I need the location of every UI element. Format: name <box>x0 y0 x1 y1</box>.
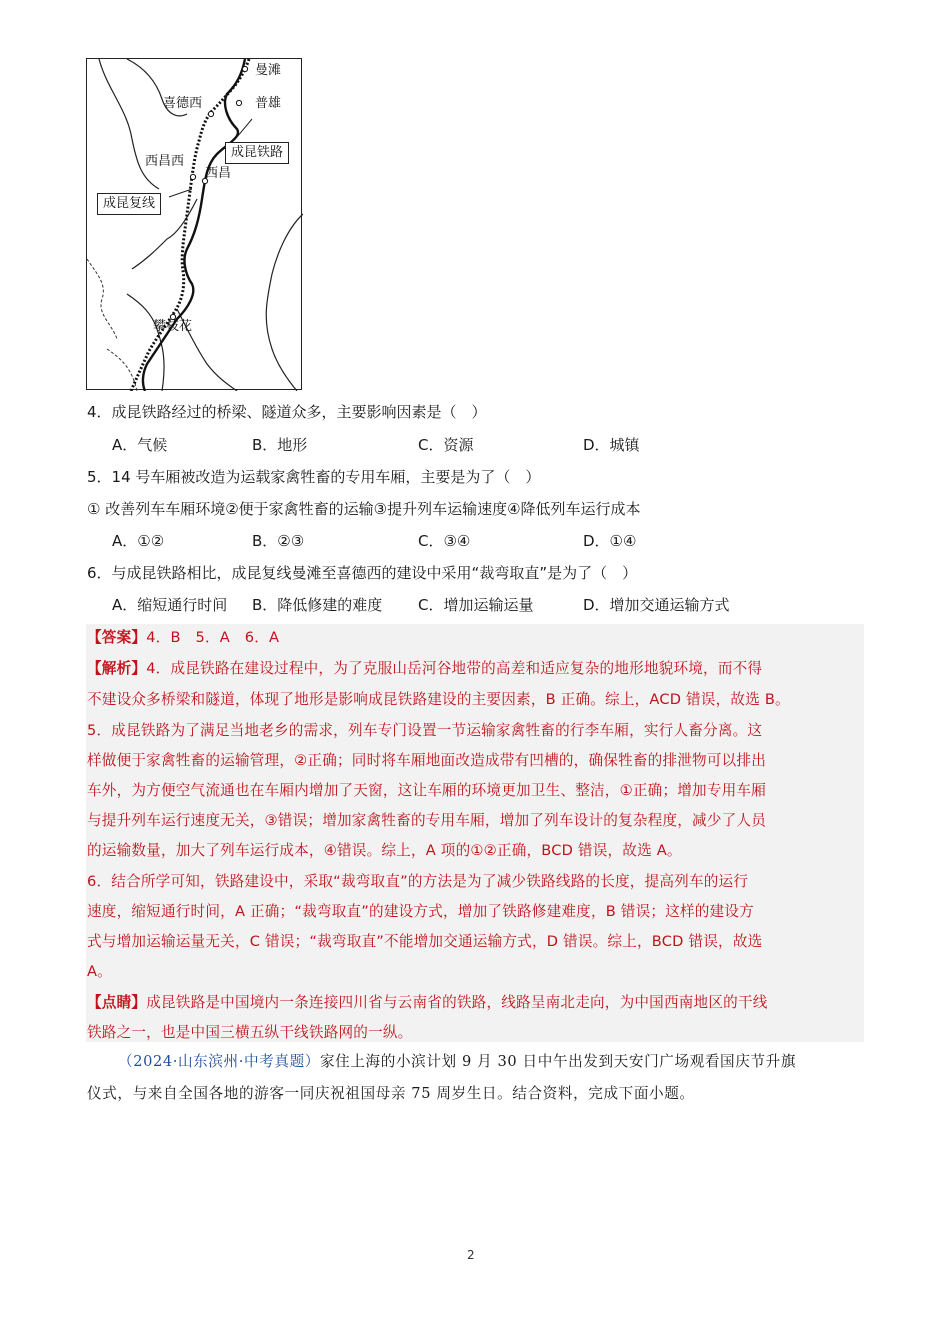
analysis-q5-line-4: 与提升列车运行速度无关，③错误；增加家禽牲畜的专用车厢，增加了列车设计的复杂程度，减少了人员 <box>87 812 767 829</box>
map-label-mantan: 曼滩 <box>255 63 282 78</box>
leader-line-chengkun <box>237 119 252 137</box>
q5-option-c: C．③④ <box>418 532 471 550</box>
map-box-chengkun-fuxian: 成昆复线 <box>97 193 161 215</box>
comment-tag: 【点睛】 <box>87 994 147 1011</box>
question-5-statements: ① 改善列车车厢环境②便于家禽牲畜的运输③提升列车运输速度④降低列车运行成本 <box>87 500 641 518</box>
question-6-stem: 6．与成昆铁路相比，成昆复线曼滩至喜德西的建设中采用“裁弯取直”是为了（ ） <box>87 564 638 582</box>
map-label-xichang: 西昌 <box>205 166 232 181</box>
river-line-right <box>266 214 303 391</box>
question-4-stem: 4．成昆铁路经过的桥梁、隧道众多，主要影响因素是（ ） <box>87 403 487 421</box>
q4-option-a: A．气候 <box>112 436 168 454</box>
border-dashed-left <box>87 259 117 339</box>
map-label-puxiong: 普雄 <box>255 96 282 111</box>
q6-option-d: D．增加交通运输方式 <box>583 596 730 614</box>
analysis-q5-line-3: 车外，为方便空气流通也在车厢内增加了天窗，这让车厢的环境更加卫生、整洁，①正确；增加专用车厢 <box>87 782 767 799</box>
comment-text-1: 成昆铁路是中国境内一条连接四川省与云南省的铁路，线路呈南北走向，为中国西南地区的干线 <box>146 994 768 1011</box>
map-label-xichangxi: 西昌西 <box>145 154 185 169</box>
q6-option-c: C．增加运输运量 <box>418 596 534 614</box>
analysis-q6-line-4: A。 <box>87 963 112 980</box>
comment-line-1 <box>87 992 863 1014</box>
analysis-q6-line-3: 式与增加运输运量无关，C 错误；“裁弯取直”不能增加交通运输方式，D 错误。综上，BCD 错误，故选 <box>87 933 763 950</box>
page-number: 2 <box>467 1248 475 1262</box>
answer-tag: 【答案】 <box>87 629 147 646</box>
analysis-q5-line-1: 5．成昆铁路为了满足当地老乡的需求，列车专门设置一节运输家禽牲畜的行李车厢，实行人畜分离。这 <box>87 722 763 739</box>
station-dot-xichangxi <box>190 174 195 179</box>
q4-option-b: B．地形 <box>252 436 308 454</box>
station-dot-puxiong <box>236 100 241 105</box>
q5-option-b: B．②③ <box>252 532 305 550</box>
answer-text: 4．B 5．A 6．A <box>146 629 280 646</box>
comment-line-2: 铁路之一，也是中国三横五纵干线铁路网的一纵。 <box>87 1024 413 1041</box>
analysis-q5-line-5: 的运输数量，加大了列车运行成本，④错误。综上，A 项的①②正确，BCD 错误，故选 A。 <box>87 842 682 859</box>
analysis-tag: 【解析】 <box>87 660 147 677</box>
q4-option-d: D．城镇 <box>583 436 640 454</box>
border-dashed-bottom <box>107 349 137 391</box>
station-dot-xidexi <box>208 111 213 116</box>
analysis-q4-line-1: 4．成昆铁路在建设过程中，为了克服山岳河谷地带的高差和适应复杂的地形地貌环境，而不得 <box>146 660 763 677</box>
q6-option-b: B．降低修建的难度 <box>252 596 383 614</box>
map-label-panzhihua: 攀枝花 <box>153 319 193 334</box>
analysis-q4-line-2: 不建设众多桥梁和隧道，体现了地形是影响成昆铁路建设的主要因素，B 正确。综上，ACD 错误，故选 B。 <box>87 691 790 708</box>
q4-option-c: C．资源 <box>418 436 474 454</box>
railway-map <box>86 58 302 390</box>
analysis-q6-line-1: 6．结合所学可知，铁路建设中，采取“裁弯取直”的方法是为了减少铁路线路的长度，提高列车的运行 <box>87 873 749 890</box>
answer-line <box>87 627 863 649</box>
q5-option-d: D．①④ <box>583 532 637 550</box>
map-label-xidexi: 喜德西 <box>163 96 203 111</box>
map-box-chengkun-railway: 成昆铁路 <box>225 142 289 164</box>
analysis-q5-line-2: 样做便于家禽牲畜的运输管理，②正确；同时将车厢地面改造成带有凹槽的，确保牲畜的排泄物可以排出 <box>87 752 767 769</box>
q5-option-a: A．①② <box>112 532 165 550</box>
next-question-text-1: 家住上海的小滨计划 9 月 30 日中午出发到天安门广场观看国庆节升旗 <box>319 1053 797 1070</box>
source-tag: （2024·山东滨州·中考真题） <box>118 1053 320 1070</box>
question-5-stem: 5．14 号车厢被改造为运载家禽牲畜的专用车厢，主要是为了（ ） <box>87 468 541 486</box>
analysis-line-1 <box>87 658 863 680</box>
analysis-q6-line-2: 速度，缩短通行时间，A 正确；“裁弯取直”的建设方式，增加了铁路修建难度，B 错误；这样的建设方 <box>87 903 754 920</box>
next-question-line-2: 仪式，与来自全国各地的游客一同庆祝祖国母亲 75 周岁生日。结合资料，完成下面小题。 <box>87 1085 695 1102</box>
next-question-line-1 <box>118 1051 796 1073</box>
river-line-left <box>99 59 159 189</box>
station-dot-mantan <box>242 66 247 71</box>
q6-option-a: A．缩短通行时间 <box>112 596 228 614</box>
